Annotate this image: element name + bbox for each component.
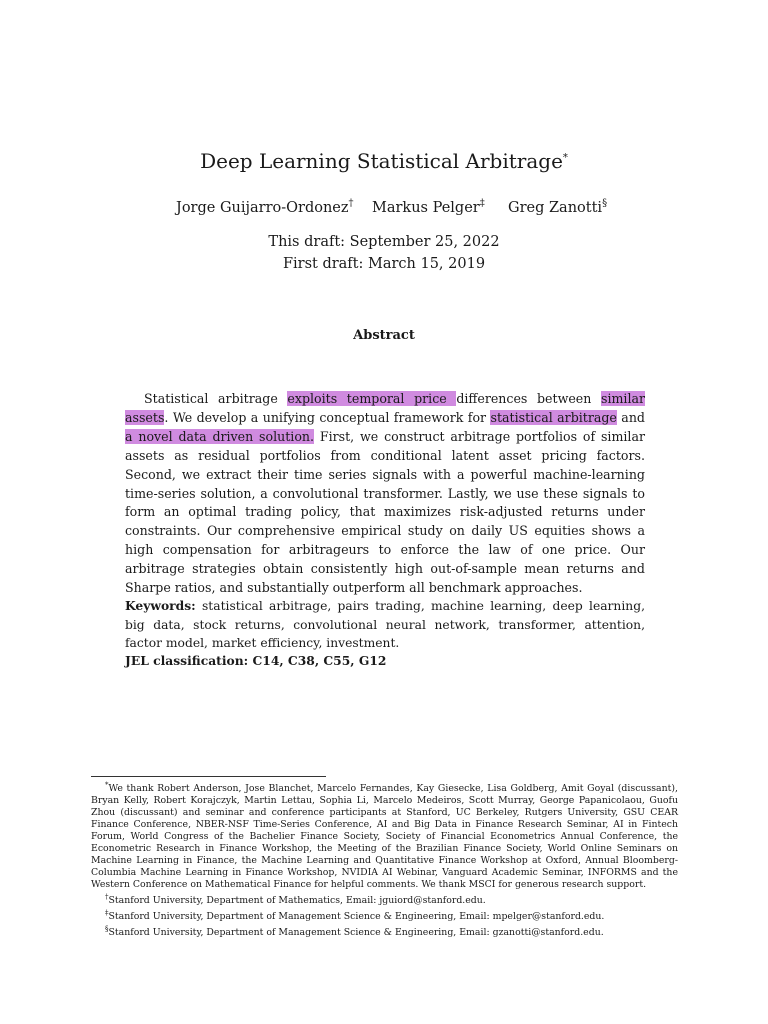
abstract-text: Statistical arbitrage exploits temporal price differences between similar assets. We develop a unifying conceptual framework for statistical arbitrage and a novel data driven solution. First, we construct arbitrage portfolios of similar assets as residual portfolios from conditional latent asset pricing factors. Second, we extract their time series signals with a powerful machine-learning time-series solution, a convolutional transformer. Lastly, we use these signals to form an optimal trading policy, that maximizes risk-adjusted returns under constraints. Our comprehensive empirical study on daily US equities shows a high compensation for arbitrageurs to enforce the law of one price. Our arbitrage strategies obtain consistently high out-of-sample mean returns and Sharpe ratios, and substantially outperform all benchmark approaches.: [125, 391, 646, 596]
highlighted-text: a novel data driven solution.: [125, 428, 315, 444]
highlighted-text: statistical arbitrage: [490, 409, 617, 425]
footnote: §Stanford University, Department of Management Science & Engineering, Email: gzanotti@stanford.edu.: [105, 925, 604, 939]
abstract-heading: Abstract: [353, 328, 415, 343]
footnote: *We thank Robert Anderson, Jose Blanchet, Marcelo Fernandes, Kay Giesecke, Lisa Goldberg, Amit Goyal (discussant), Bryan Kelly, Robert Korajczyk, Martin Lettau, Sophia Li, Marcelo Medeiros, Scott Murray, George Papanicolaou, Guofu Zhou (discussant) and seminar and conference participants at Stanford, UC Berkeley, Rutgers University, GSU CEAR Finance Conference, NBER-NSF Time-Series Conference, AI and Big Data in Finance Research Seminar, AI in Fintech Forum, World Congress of the Bachelier Finance Society, Society of Financial Econometrics Annual Conference, the Econometric Research in Finance Workshop, the Meeting of the Brazilian Finance Society, World Online Seminars on Machine Learning in Finance, the Machine Learning and Quantitative Finance Workshop at Oxford, Annual Bloomberg-Columbia Machine Learning in Finance Workshop, NVIDIA AI Webinar, Vanguard Academic Seminar, INFORMS and the Western Conference on Mathematical Finance for helpful comments. We thank MSCI for generous research support.: [91, 781, 678, 891]
author-name: Jorge Guijarro-Ordonez†: [176, 198, 354, 216]
footnote: ‡Stanford University, Department of Management Science & Engineering, Email: mpelger@stanford.edu.: [105, 909, 605, 923]
keywords: [125, 597, 645, 653]
jel-classification: JEL classification: C14, C38, C55, G12: [125, 653, 387, 668]
title-footnote-mark: *: [562, 152, 568, 164]
footnotes: [91, 779, 678, 939]
paper-title: Deep Learning Statistical Arbitrage*: [200, 149, 568, 173]
highlighted-text: exploits temporal price: [287, 391, 457, 406]
this-draft-date: This draft: September 25, 2022: [268, 234, 500, 250]
author-name: Markus Pelger‡: [372, 198, 485, 216]
author-name: Greg Zanotti§: [508, 198, 608, 216]
keywords-label: Keywords:: [125, 598, 196, 613]
first-draft-date: First draft: March 15, 2019: [282, 256, 486, 272]
footnote-rule: [91, 776, 326, 777]
highlighted-text: similar assets: [125, 391, 646, 425]
footnote: †Stanford University, Department of Mathematics, Email: jguiord@stanford.edu.: [105, 893, 486, 907]
keywords-list: statistical arbitrage, pairs trading, machine learning, deep learning, big data, stock returns, convolutional neural network, transformer, attention, factor model, market efficiency, investment.: [125, 599, 645, 651]
